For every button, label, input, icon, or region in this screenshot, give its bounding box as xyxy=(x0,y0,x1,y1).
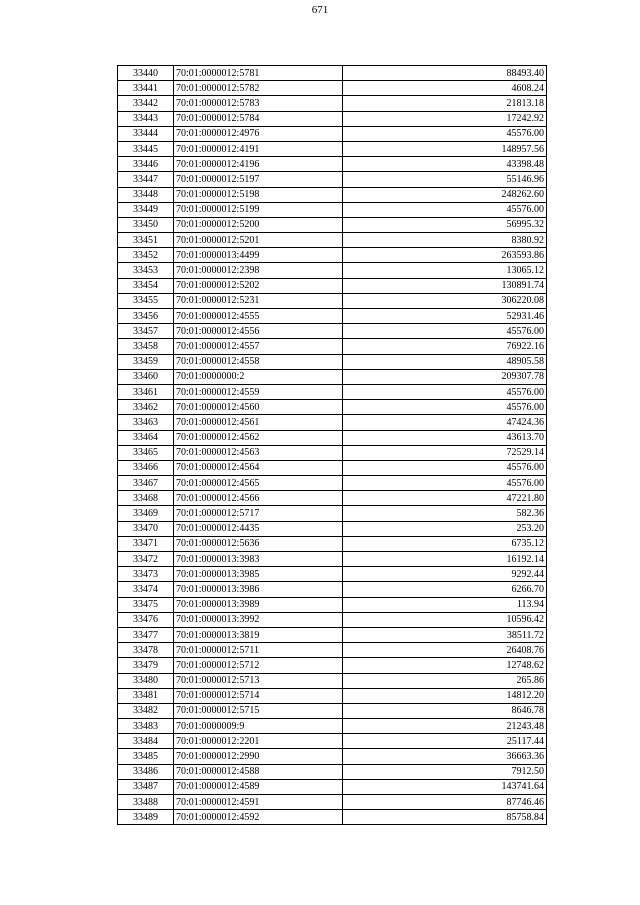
cadastral-value-cell: 25117.44 xyxy=(343,734,547,749)
row-number-cell: 33486 xyxy=(118,764,174,779)
row-number-cell: 33443 xyxy=(118,111,174,126)
cadastral-value-cell: 45576.00 xyxy=(343,324,547,339)
cadastral-number-cell: 70:01:0000012:5200 xyxy=(174,217,343,232)
cadastral-value-cell: 45576.00 xyxy=(343,476,547,491)
cadastral-number-cell: 70:01:0000012:5199 xyxy=(174,202,343,217)
row-number-cell: 33444 xyxy=(118,126,174,141)
row-number-cell: 33466 xyxy=(118,460,174,475)
cadastral-number-cell: 70:01:0000012:2201 xyxy=(174,734,343,749)
cadastral-number-cell: 70:01:0000012:5198 xyxy=(174,187,343,202)
table-row xyxy=(118,445,547,460)
cadastral-number-cell: 70:01:0000012:2990 xyxy=(174,749,343,764)
row-number-cell: 33460 xyxy=(118,369,174,384)
cadastral-value-cell: 9292.44 xyxy=(343,567,547,582)
table-row xyxy=(118,293,547,308)
table-row xyxy=(118,567,547,582)
cadastral-number-cell: 70:01:0000012:4588 xyxy=(174,764,343,779)
cadastral-value-cell: 26408.76 xyxy=(343,643,547,658)
table-row xyxy=(118,521,547,536)
row-number-cell: 33451 xyxy=(118,233,174,248)
row-number-cell: 33467 xyxy=(118,476,174,491)
cadastral-value-cell: 10596.42 xyxy=(343,612,547,627)
cadastral-number-cell: 70:01:0000013:3986 xyxy=(174,582,343,597)
cadastral-value-cell: 55146.96 xyxy=(343,172,547,187)
row-number-cell: 33468 xyxy=(118,491,174,506)
cadastral-value-cell: 48905.58 xyxy=(343,354,547,369)
row-number-cell: 33448 xyxy=(118,187,174,202)
table-row xyxy=(118,111,547,126)
cadastral-number-cell: 70:01:0000012:5784 xyxy=(174,111,343,126)
row-number-cell: 33445 xyxy=(118,141,174,156)
cadastral-number-cell: 70:01:0000012:5714 xyxy=(174,688,343,703)
cadastral-number-cell: 70:01:0000012:4435 xyxy=(174,521,343,536)
cadastral-number-cell: 70:01:0000013:3989 xyxy=(174,597,343,612)
table-row xyxy=(118,96,547,111)
table-row xyxy=(118,415,547,430)
cadastral-number-cell: 70:01:0000012:4561 xyxy=(174,415,343,430)
row-number-cell: 33474 xyxy=(118,582,174,597)
table-row xyxy=(118,309,547,324)
row-number-cell: 33480 xyxy=(118,673,174,688)
table-row xyxy=(118,658,547,673)
row-number-cell: 33477 xyxy=(118,627,174,642)
table-row xyxy=(118,81,547,96)
row-number-cell: 33465 xyxy=(118,445,174,460)
cadastral-value-cell: 38511.72 xyxy=(343,627,547,642)
cadastral-value-cell: 306220.08 xyxy=(343,293,547,308)
row-number-cell: 33458 xyxy=(118,339,174,354)
cadastral-number-cell: 70:01:0000012:4591 xyxy=(174,795,343,810)
cadastral-value-cell: 148957.56 xyxy=(343,141,547,156)
table-row xyxy=(118,126,547,141)
cadastral-value-cell: 36663.36 xyxy=(343,749,547,764)
table-row xyxy=(118,141,547,156)
cadastral-value-cell: 6735.12 xyxy=(343,536,547,551)
table-row xyxy=(118,476,547,491)
row-number-cell: 33482 xyxy=(118,703,174,718)
table-row xyxy=(118,66,547,81)
table-row xyxy=(118,202,547,217)
row-number-cell: 33441 xyxy=(118,81,174,96)
table-row xyxy=(118,354,547,369)
table-row xyxy=(118,582,547,597)
table-row xyxy=(118,157,547,172)
cadastral-number-cell: 70:01:0000013:3992 xyxy=(174,612,343,627)
cadastral-value-cell: 13065.12 xyxy=(343,263,547,278)
table-row xyxy=(118,627,547,642)
table-body xyxy=(118,66,547,825)
cadastral-number-cell: 70:01:0000012:5782 xyxy=(174,81,343,96)
row-number-cell: 33485 xyxy=(118,749,174,764)
table-row xyxy=(118,536,547,551)
cadastral-number-cell: 70:01:0000012:4557 xyxy=(174,339,343,354)
cadastral-value-cell: 52931.46 xyxy=(343,309,547,324)
table-row xyxy=(118,612,547,627)
row-number-cell: 33459 xyxy=(118,354,174,369)
cadastral-number-cell: 70:01:0000012:5201 xyxy=(174,233,343,248)
cadastral-number-cell: 70:01:0000012:5713 xyxy=(174,673,343,688)
cadastral-value-cell: 87746.46 xyxy=(343,795,547,810)
cadastral-value-cell: 72529.14 xyxy=(343,445,547,460)
row-number-cell: 33447 xyxy=(118,172,174,187)
cadastral-value-cell: 45576.00 xyxy=(343,126,547,141)
table-row xyxy=(118,506,547,521)
row-number-cell: 33449 xyxy=(118,202,174,217)
row-number-cell: 33464 xyxy=(118,430,174,445)
cadastral-number-cell: 70:01:0000012:4563 xyxy=(174,445,343,460)
cadastral-number-cell: 70:01:0000012:4564 xyxy=(174,460,343,475)
row-number-cell: 33473 xyxy=(118,567,174,582)
row-number-cell: 33456 xyxy=(118,309,174,324)
cadastral-value-cell: 45576.00 xyxy=(343,460,547,475)
cadastral-value-cell: 14812.20 xyxy=(343,688,547,703)
row-number-cell: 33453 xyxy=(118,263,174,278)
cadastral-value-cell: 130891.74 xyxy=(343,278,547,293)
table-row xyxy=(118,719,547,734)
table-row xyxy=(118,810,547,825)
table-row xyxy=(118,779,547,794)
cadastral-value-cell: 47221.80 xyxy=(343,491,547,506)
cadastral-number-cell: 70:01:0000012:4191 xyxy=(174,141,343,156)
row-number-cell: 33470 xyxy=(118,521,174,536)
row-number-cell: 33472 xyxy=(118,552,174,567)
table-row xyxy=(118,749,547,764)
cadastral-number-cell: 70:01:0000012:4976 xyxy=(174,126,343,141)
cadastral-value-cell: 43398.48 xyxy=(343,157,547,172)
table-row xyxy=(118,187,547,202)
cadastral-value-cell: 582.36 xyxy=(343,506,547,521)
table-row xyxy=(118,643,547,658)
cadastral-number-cell: 70:01:0000012:5231 xyxy=(174,293,343,308)
table-row xyxy=(118,384,547,399)
table-row xyxy=(118,688,547,703)
cadastral-value-cell: 7912.50 xyxy=(343,764,547,779)
table-row xyxy=(118,734,547,749)
row-number-cell: 33471 xyxy=(118,536,174,551)
cadastral-number-cell: 70:01:0000013:3819 xyxy=(174,627,343,642)
cadastral-value-cell: 56995.32 xyxy=(343,217,547,232)
cadastral-value-cell: 143741.64 xyxy=(343,779,547,794)
row-number-cell: 33488 xyxy=(118,795,174,810)
cadastral-value-cell: 16192.14 xyxy=(343,552,547,567)
row-number-cell: 33446 xyxy=(118,157,174,172)
cadastral-number-cell: 70:01:0000012:4566 xyxy=(174,491,343,506)
page-number: 671 xyxy=(311,4,329,16)
table-row xyxy=(118,248,547,263)
table-row xyxy=(118,263,547,278)
table-row xyxy=(118,278,547,293)
row-number-cell: 33483 xyxy=(118,719,174,734)
cadastral-value-cell: 263593.86 xyxy=(343,248,547,263)
cadastral-number-cell: 70:01:0000013:3983 xyxy=(174,552,343,567)
cadastral-value-cell: 43613.70 xyxy=(343,430,547,445)
cadastral-number-cell: 70:01:0000009:9 xyxy=(174,719,343,734)
cadastral-number-cell: 70:01:0000012:2398 xyxy=(174,263,343,278)
table-row xyxy=(118,172,547,187)
cadastral-value-cell: 88493.40 xyxy=(343,66,547,81)
row-number-cell: 33476 xyxy=(118,612,174,627)
cadastral-value-cell: 248262.60 xyxy=(343,187,547,202)
cadastral-value-cell: 8646.78 xyxy=(343,703,547,718)
row-number-cell: 33478 xyxy=(118,643,174,658)
cadastral-number-cell: 70:01:0000012:5781 xyxy=(174,66,343,81)
cadastral-number-cell: 70:01:0000012:5783 xyxy=(174,96,343,111)
row-number-cell: 33461 xyxy=(118,384,174,399)
row-number-cell: 33487 xyxy=(118,779,174,794)
cadastral-number-cell: 70:01:0000012:4559 xyxy=(174,384,343,399)
cadastral-value-cell: 47424.36 xyxy=(343,415,547,430)
table-row xyxy=(118,339,547,354)
cadastral-number-cell: 70:01:0000013:4499 xyxy=(174,248,343,263)
cadastral-number-cell: 70:01:0000012:4196 xyxy=(174,157,343,172)
cadastral-value-cell: 21243.48 xyxy=(343,719,547,734)
table-row xyxy=(118,233,547,248)
cadastral-number-cell: 70:01:0000012:4558 xyxy=(174,354,343,369)
row-number-cell: 33479 xyxy=(118,658,174,673)
row-number-cell: 33462 xyxy=(118,400,174,415)
cadastral-number-cell: 70:01:0000012:5197 xyxy=(174,172,343,187)
table-row xyxy=(118,430,547,445)
table-row xyxy=(118,491,547,506)
table-row xyxy=(118,764,547,779)
cadastral-value-cell: 76922.16 xyxy=(343,339,547,354)
cadastral-value-cell: 6266.70 xyxy=(343,582,547,597)
table-row xyxy=(118,552,547,567)
cadastral-number-cell: 70:01:0000012:5202 xyxy=(174,278,343,293)
cadastral-value-cell: 45576.00 xyxy=(343,400,547,415)
table-row xyxy=(118,369,547,384)
cadastral-number-cell: 70:01:0000012:4555 xyxy=(174,309,343,324)
row-number-cell: 33469 xyxy=(118,506,174,521)
row-number-cell: 33442 xyxy=(118,96,174,111)
row-number-cell: 33489 xyxy=(118,810,174,825)
row-number-cell: 33463 xyxy=(118,415,174,430)
cadastral-value-cell: 265.86 xyxy=(343,673,547,688)
cadastral-value-cell: 17242.92 xyxy=(343,111,547,126)
table-row xyxy=(118,703,547,718)
cadastral-value-cell: 253.20 xyxy=(343,521,547,536)
table-row xyxy=(118,460,547,475)
cadastral-number-cell: 70:01:0000012:5712 xyxy=(174,658,343,673)
cadastral-number-cell: 70:01:0000012:5717 xyxy=(174,506,343,521)
cadastral-number-cell: 70:01:0000012:4565 xyxy=(174,476,343,491)
cadastral-number-cell: 70:01:0000012:4592 xyxy=(174,810,343,825)
row-number-cell: 33475 xyxy=(118,597,174,612)
cadastral-value-table xyxy=(117,65,547,825)
cadastral-number-cell: 70:01:0000012:4589 xyxy=(174,779,343,794)
table-row xyxy=(118,217,547,232)
cadastral-number-cell: 70:01:0000000:2 xyxy=(174,369,343,384)
cadastral-value-cell: 85758.84 xyxy=(343,810,547,825)
row-number-cell: 33457 xyxy=(118,324,174,339)
cadastral-number-cell: 70:01:0000012:5636 xyxy=(174,536,343,551)
table-row xyxy=(118,400,547,415)
cadastral-number-cell: 70:01:0000012:5715 xyxy=(174,703,343,718)
row-number-cell: 33452 xyxy=(118,248,174,263)
row-number-cell: 33450 xyxy=(118,217,174,232)
table-row xyxy=(118,324,547,339)
cadastral-value-cell: 45576.00 xyxy=(343,384,547,399)
row-number-cell: 33484 xyxy=(118,734,174,749)
row-number-cell: 33440 xyxy=(118,66,174,81)
cadastral-value-cell: 12748.62 xyxy=(343,658,547,673)
cadastral-number-cell: 70:01:0000012:5711 xyxy=(174,643,343,658)
cadastral-number-cell: 70:01:0000012:4556 xyxy=(174,324,343,339)
table-row xyxy=(118,795,547,810)
table-row xyxy=(118,673,547,688)
cadastral-value-cell: 8380.92 xyxy=(343,233,547,248)
cadastral-value-cell: 113.94 xyxy=(343,597,547,612)
cadastral-number-cell: 70:01:0000012:4562 xyxy=(174,430,343,445)
table-row xyxy=(118,597,547,612)
row-number-cell: 33454 xyxy=(118,278,174,293)
row-number-cell: 33481 xyxy=(118,688,174,703)
cadastral-value-cell: 21813.18 xyxy=(343,96,547,111)
cadastral-number-cell: 70:01:0000013:3985 xyxy=(174,567,343,582)
row-number-cell: 33455 xyxy=(118,293,174,308)
cadastral-number-cell: 70:01:0000012:4560 xyxy=(174,400,343,415)
cadastral-value-cell: 45576.00 xyxy=(343,202,547,217)
cadastral-value-cell: 209307.78 xyxy=(343,369,547,384)
cadastral-value-cell: 4608.24 xyxy=(343,81,547,96)
